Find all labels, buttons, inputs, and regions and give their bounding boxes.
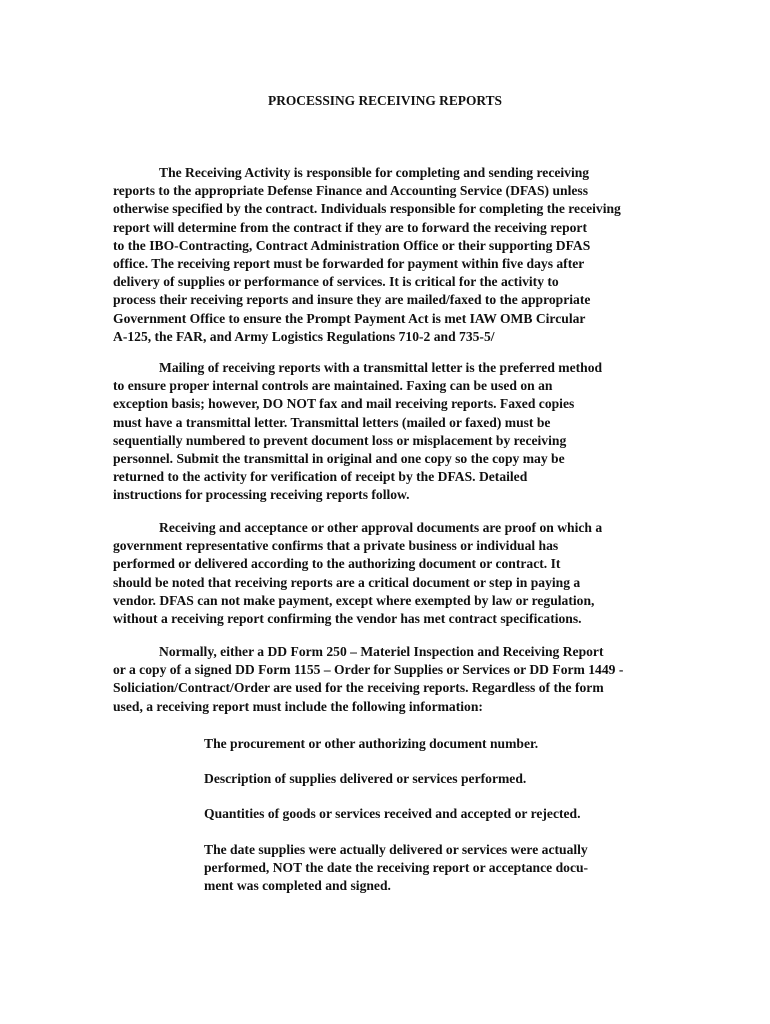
list-item-line: The date supplies were actually delivered or services were actually — [204, 842, 588, 857]
paragraph-line: A-125, the FAR, and Army Logistics Regulations 710-2 and 735-5/ — [113, 328, 495, 344]
paragraph-line: process their receiving reports and insure they are mailed/faxed to the appropriate — [113, 292, 591, 308]
paragraph-line: sequentially numbered to prevent document loss or misplacement by receiving — [113, 432, 567, 448]
paragraph-line: Receiving and acceptance or other approval documents are proof on which a — [159, 520, 603, 535]
paragraph-receiving-activity — [113, 164, 703, 346]
paragraph-line: must have a transmittal letter. Transmittal letters (mailed or faxed) must be — [113, 414, 551, 430]
paragraph-line: instructions for processing receiving reports follow. — [113, 487, 410, 503]
paragraph-line: personnel. Submit the transmittal in original and one copy so the copy may be — [113, 450, 565, 466]
page-title: PROCESSING RECEIVING REPORTS — [268, 93, 502, 108]
paragraph-line: to the IBO-Contracting, Contract Administration Office or their supporting DFAS — [113, 237, 591, 253]
paragraph-line: Soliciation/Contract/Order are used for the receiving reports. Regardless of the form — [113, 680, 604, 696]
paragraph-line: should be noted that receiving reports are a critical document or step in paying a — [113, 574, 581, 590]
paragraph-line: Mailing of receiving reports with a transmittal letter is the preferred method — [159, 360, 603, 375]
paragraph-line: Government Office to ensure the Prompt Payment Act is met IAW OMB Circular — [113, 310, 586, 326]
paragraph-line: otherwise specified by the contract. Individuals responsible for completing the receiving — [113, 201, 621, 217]
list-item — [204, 805, 664, 823]
paragraph-line: to ensure proper internal controls are maintained. Faxing can be used on an — [113, 378, 553, 394]
paragraph-line: performed or delivered according to the authorizing document or contract. It — [113, 556, 561, 572]
paragraph-line: exception basis; however, DO NOT fax and mail receiving reports. Faxed copies — [113, 396, 575, 412]
paragraph-line: or a copy of a signed DD Form 1155 – Order for Supplies or Services or DD Form 1449 - — [113, 662, 624, 678]
paragraph-acceptance — [113, 519, 703, 628]
paragraph-line: Normally, either a DD Form 250 – Materiel Inspection and Receiving Report — [159, 644, 604, 659]
list-item-line: performed, NOT the date the receiving report or acceptance docu- — [204, 860, 589, 876]
paragraph-line: office. The receiving report must be forwarded for payment within five days after — [113, 255, 585, 271]
paragraph-line: vendor. DFAS can not make payment, except where exempted by law or regulation, — [113, 592, 595, 608]
paragraph-line: government representative confirms that a private business or individual has — [113, 538, 559, 554]
paragraph-line: The Receiving Activity is responsible for completing and sending receiving — [159, 165, 590, 180]
list-item — [204, 841, 664, 896]
list-item-line: Quantities of goods or services received and accepted or rejected. — [204, 806, 581, 821]
list-item-line: The procurement or other authorizing document number. — [204, 736, 539, 751]
paragraph-line: delivery of supplies or performance of services. It is critical for the activity to — [113, 274, 559, 290]
paragraph-line: without a receiving report confirming the vendor has met contract specifications. — [113, 610, 582, 626]
list-item-line: Description of supplies delivered or services performed. — [204, 771, 527, 786]
paragraph-line: returned to the activity for verification of receipt by the DFAS. Detailed — [113, 469, 528, 485]
list-item — [204, 770, 664, 788]
paragraph-line: report will determine from the contract if they are to forward the receiving report — [113, 219, 587, 235]
paragraph-dd-forms — [113, 643, 703, 716]
list-item — [204, 735, 664, 753]
paragraph-mailing — [113, 359, 703, 505]
list-item-line: ment was completed and signed. — [204, 878, 391, 894]
paragraph-line: reports to the appropriate Defense Finance and Accounting Service (DFAS) unless — [113, 183, 588, 199]
paragraph-line: used, a receiving report must include the following information: — [113, 698, 483, 714]
